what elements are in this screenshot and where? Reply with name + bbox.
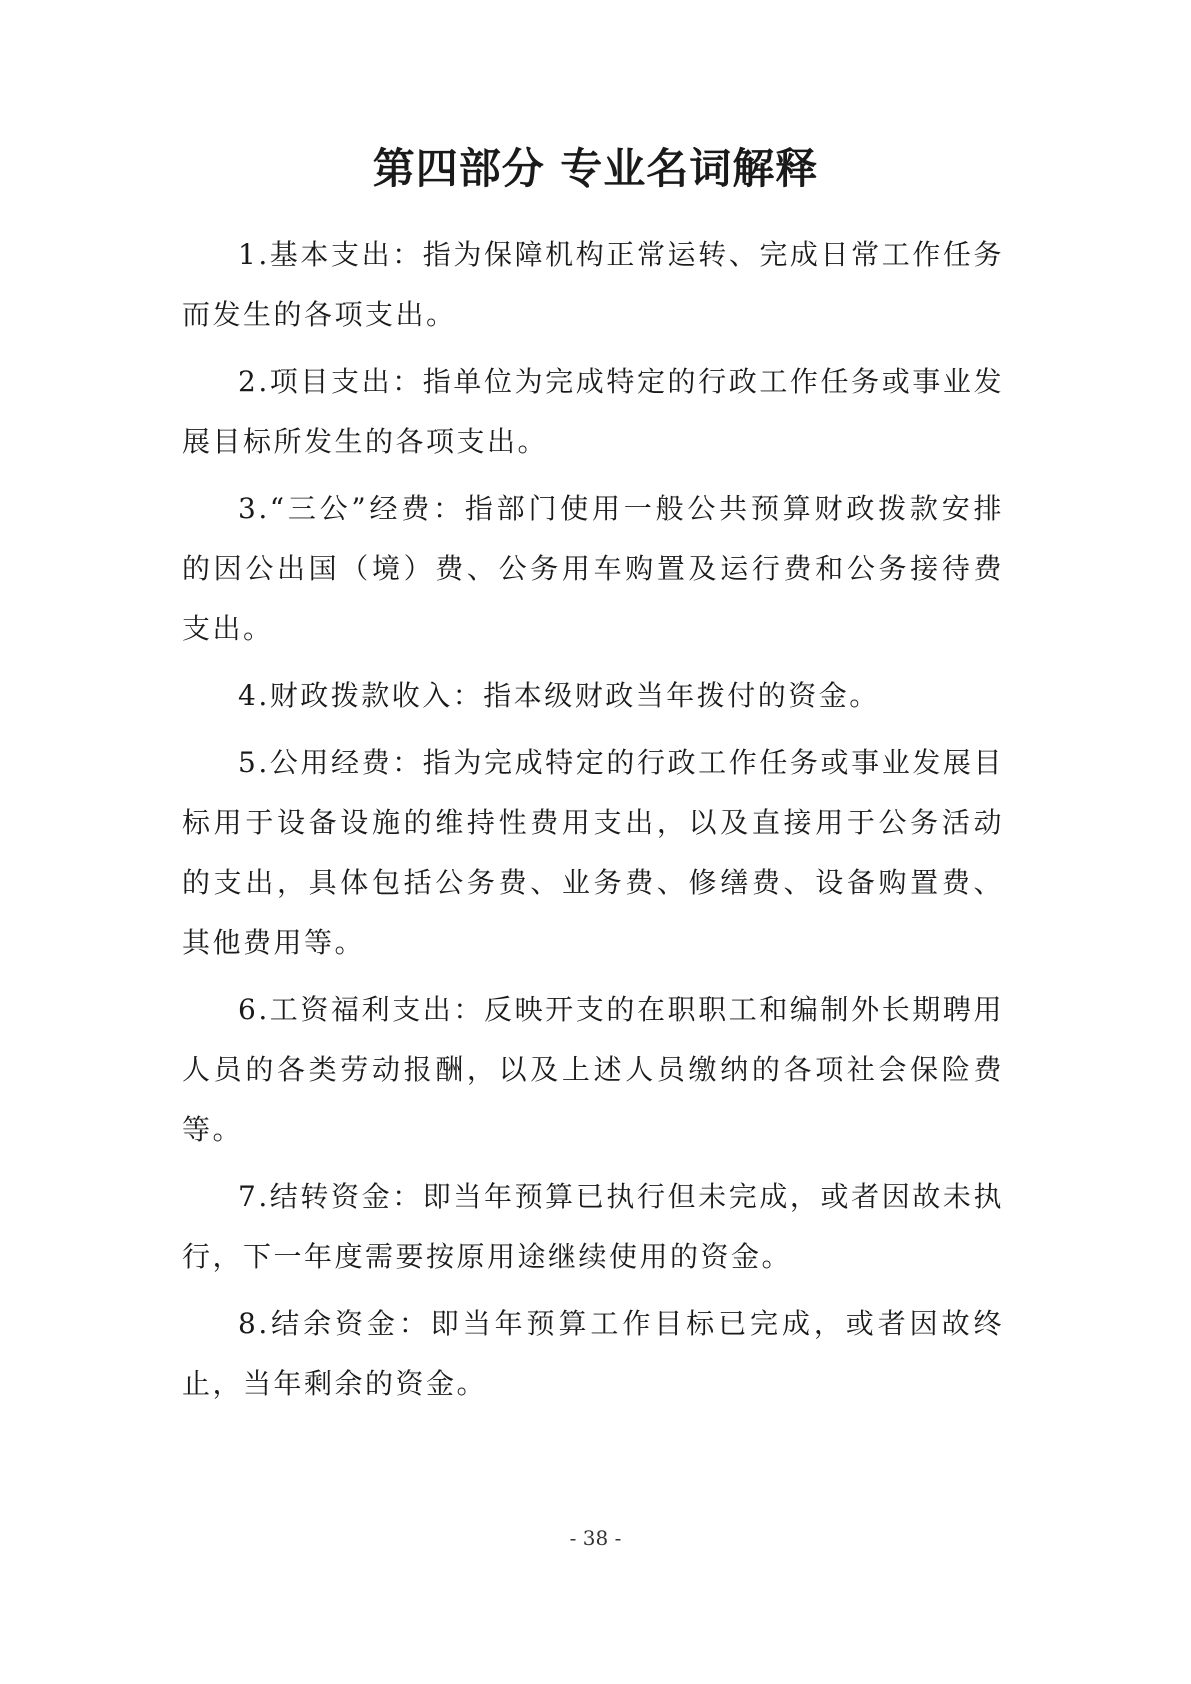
term-list bbox=[182, 225, 1004, 1421]
term-public-funds: 5.公用经费：指为完成特定的行政工作任务或事业发展目标用于设备设施的维持性费用支出，以及直接用于公务活动的支出，具体包括公务费、业务费、修缮费、设备购置费、其他费用等。 bbox=[182, 746, 1004, 959]
term-carryover-funds: 7.结转资金：即当年预算已执行但未完成，或者因故未执行，下一年度需要按原用途继续使用的资金。 bbox=[182, 1180, 1004, 1273]
term-surplus-funds: 8.结余资金：即当年预算工作目标已完成，或者因故终止，当年剩余的资金。 bbox=[182, 1307, 1004, 1400]
page-number: - 38 - bbox=[569, 1526, 622, 1550]
term-three-public-funds: 3.“三公”经费：指部门使用一般公共预算财政拨款安排的因公出国（境）费、公务用车购置及运行费和公务接待费 支出。 bbox=[182, 492, 1004, 645]
term-wage-welfare-expenditure: 6.工资福利支出：反映开支的在职职工和编制外长期聘用人员的各类劳动报酬，以及上述人员缴纳的各项社会保险费等。 bbox=[182, 993, 1004, 1146]
term-fiscal-appropriation-income: 4.财政拨款收入：指本级财政当年拨付的资金。 bbox=[238, 679, 880, 712]
page-title: 第四部分 专业名词解释 bbox=[372, 144, 819, 193]
term-basic-expenditure: 1.基本支出：指为保障机构正常运转、完成日常工作任务而发生的各项支出。 bbox=[182, 238, 1004, 331]
term-project-expenditure: 2.项目支出：指单位为完成特定的行政工作任务或事业发展目标所发生的各项支出。 bbox=[182, 365, 1004, 458]
